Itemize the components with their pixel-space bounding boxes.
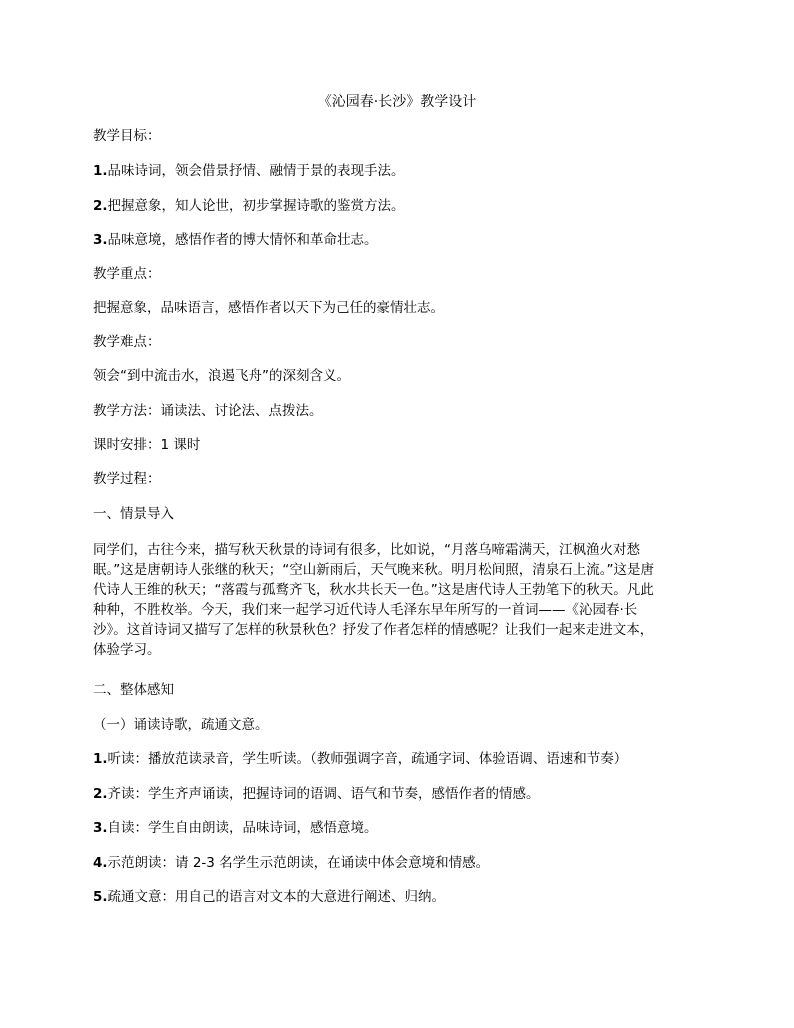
paragraph-text: 教学过程： (93, 471, 161, 487)
paragraph-line (93, 196, 703, 216)
paragraph-text: （一）诵读诗歌，疏通文意。 (93, 717, 269, 733)
paragraph-text: 二、整体感知 (93, 682, 174, 698)
paragraph-text: 把握意象，品味语言，感悟作者以天下为己任的豪情壮志。 (93, 300, 444, 316)
paragraph-line (93, 126, 703, 146)
paragraph-text: 教学难点： (93, 334, 161, 350)
list-number: 1. (93, 163, 108, 179)
paragraph-line (93, 161, 703, 181)
paragraph-line (93, 230, 703, 250)
paragraph-line (93, 818, 703, 838)
paragraph-line (93, 784, 703, 804)
paragraph-text: 一、情景导入 (93, 506, 174, 522)
paragraph-text: 领会“到中流击水，浪遏飞舟”的深刻含义。 (93, 368, 350, 384)
paragraph-text: 教学方法：诵读法、讨论法、点拨法。 (93, 403, 323, 419)
paragraph-line (93, 469, 703, 489)
paragraph-text: 教学重点： (93, 266, 161, 282)
list-number: 1. (93, 751, 108, 767)
intro-line: 种种，不胜枚举。今天，我们来一起学习近代诗人毛泽东早年所写的一首词——《沁园春·长 (93, 602, 638, 618)
list-number: 4. (93, 855, 108, 871)
document-title: 《沁园春·长沙》教学设计 (317, 94, 477, 110)
paragraph-line (93, 435, 703, 455)
intro-line: 同学们，古往今来，描写秋天秋景的诗词有很多，比如说，“月落乌啼霜满天，江枫渔火对愁 (93, 542, 640, 558)
paragraph-text: 教学目标： (93, 128, 161, 144)
list-number: 2. (93, 198, 108, 214)
intro-line: 代诗人王维的秋天；“落霞与孤鹜齐飞，秋水共长天一色。”这是唐代诗人王勃笔下的秋天。凡此 (93, 582, 654, 598)
paragraph-line (93, 749, 703, 769)
paragraph-text: 品味意境，感悟作者的博大情怀和革命壮志。 (107, 232, 378, 248)
list-number: 5. (93, 889, 108, 905)
paragraph-text: 疏通文意：用自己的语言对文本的大意进行阐述、归纳。 (107, 889, 446, 905)
paragraph-line (93, 264, 703, 284)
paragraph-text: 自读：学生自由朗读，品味诗词，感悟意境。 (107, 820, 378, 836)
paragraph-text: 品味诗词，领会借景抒情、融情于景的表现手法。 (107, 163, 405, 179)
list-number: 3. (93, 820, 108, 836)
paragraph-text: 示范朗读：请 2-3 名学生示范朗读，在诵读中体会意境和情感。 (107, 855, 490, 871)
paragraph-line (93, 715, 703, 735)
paragraph-text: 把握意象，知人论世，初步掌握诗歌的鉴赏方法。 (107, 198, 405, 214)
paragraph-line (93, 887, 703, 907)
paragraph-line (93, 680, 703, 700)
intro-line: 眠。”这是唐朝诗人张继的秋天；“空山新雨后，天气晚来秋。明月松间照，清泉石上流。”这是唐 (93, 562, 654, 578)
intro-paragraph (93, 540, 705, 660)
paragraph-text: 听读：播放范读录音，学生听读。（教师强调字音，疏通字词、体验语调、语速和节奏） (107, 751, 628, 767)
list-number: 3. (93, 232, 108, 248)
paragraph-line (93, 853, 703, 873)
paragraph-line (93, 298, 703, 318)
intro-line: 沙》。这首诗词又描写了怎样的秋景秋色？抒发了作者怎样的情感呢？让我们一起来走进文本， (93, 622, 654, 638)
paragraph-line (93, 366, 703, 386)
paragraph-text: 课时安排：1 课时 (93, 437, 201, 453)
paragraph-text: 齐读：学生齐声诵读，把握诗词的语调、语气和节奏，感悟作者的情感。 (107, 786, 540, 802)
paragraph-line (93, 504, 703, 524)
list-number: 2. (93, 786, 108, 802)
paragraph-line (93, 332, 703, 352)
paragraph-line (93, 401, 703, 421)
intro-line: 体验学习。 (93, 642, 161, 658)
